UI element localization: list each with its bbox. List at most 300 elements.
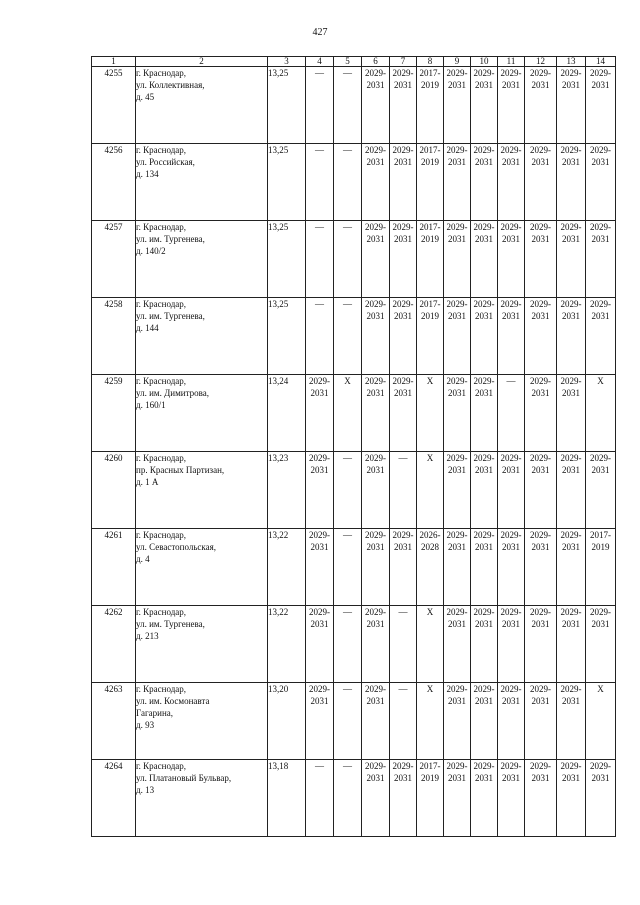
period-end: 2031	[531, 696, 550, 706]
period-end: 2031	[591, 465, 610, 475]
period-end: 2031	[502, 696, 520, 706]
period-cell-col-5: —	[334, 452, 362, 529]
period-cell-col-4	[306, 683, 334, 760]
period-cell-col-4: —	[306, 760, 334, 837]
column-header-13: 13	[557, 57, 586, 67]
period-end: 2031	[531, 80, 550, 90]
period-start: 2029-	[560, 607, 582, 617]
period-start: 2029-	[560, 145, 582, 155]
address-cell	[136, 683, 268, 760]
address-line: г. Краснодар,	[136, 145, 187, 155]
period-cell-col-6	[362, 760, 390, 837]
period-cell-col-8: X	[417, 606, 444, 683]
period-start: 2029-	[392, 530, 414, 540]
period-start: 2029-	[473, 376, 495, 386]
period-end: 2031	[531, 773, 550, 783]
period-end: 2019	[421, 311, 439, 321]
value-cell: 13,22	[268, 529, 306, 606]
period-end: 2031	[448, 157, 466, 167]
period-start: 2029-	[530, 453, 551, 463]
period-end: 2031	[475, 696, 493, 706]
address-line: г. Краснодар,	[136, 530, 187, 540]
period-cell-col-7	[390, 67, 417, 144]
row-number: 4260	[92, 452, 136, 529]
period-start: 2029-	[473, 453, 495, 463]
period-end: 2031	[531, 311, 550, 321]
period-cell-col-6	[362, 529, 390, 606]
period-start: 2029-	[446, 530, 468, 540]
period-cell-col-11	[498, 144, 525, 221]
period-start: 2029-	[590, 299, 611, 309]
period-start: 2029-	[560, 761, 582, 771]
period-start: 2029-	[473, 299, 495, 309]
period-start: 2029-	[473, 68, 495, 78]
period-cell-col-4	[306, 529, 334, 606]
address-line: г. Краснодар,	[136, 376, 187, 386]
row-number: 4263	[92, 683, 136, 760]
period-cell-col-14	[586, 606, 616, 683]
period-start: 2029-	[446, 68, 468, 78]
period-start: 2029-	[473, 530, 495, 540]
period-cell-col-10	[471, 144, 498, 221]
period-end: 2031	[591, 311, 610, 321]
period-end: 2031	[531, 157, 550, 167]
period-end: 2031	[562, 696, 580, 706]
period-cell-col-9	[444, 298, 471, 375]
value-cell: 13,25	[268, 144, 306, 221]
period-cell-col-5: —	[334, 67, 362, 144]
address-line: пр. Красных Партизан,	[136, 465, 225, 475]
period-end: 2031	[310, 388, 329, 398]
period-start: 2029-	[392, 761, 414, 771]
period-start: 2029-	[530, 222, 551, 232]
address-line: ул. им. Космонавта	[136, 696, 210, 706]
period-cell-col-13	[557, 606, 586, 683]
period-end: 2031	[394, 542, 412, 552]
period-end: 2031	[366, 157, 385, 167]
column-header-5: 5	[334, 57, 362, 67]
period-cell-col-5: —	[334, 760, 362, 837]
period-cell-col-12	[525, 67, 557, 144]
period-cell-col-4: —	[306, 298, 334, 375]
period-start: 2029-	[530, 376, 551, 386]
column-header-4: 4	[306, 57, 334, 67]
period-cell-col-10	[471, 452, 498, 529]
period-start: 2029-	[590, 453, 611, 463]
period-end: 2031	[366, 773, 385, 783]
period-start: 2029-	[365, 376, 386, 386]
period-start: 2029-	[392, 145, 414, 155]
period-start: 2017-	[419, 222, 441, 232]
period-end: 2031	[502, 542, 520, 552]
address-line: д. 93	[136, 720, 155, 730]
period-end: 2031	[448, 80, 466, 90]
period-cell-col-12	[525, 375, 557, 452]
period-end: 2031	[366, 388, 385, 398]
period-start: 2029-	[500, 68, 522, 78]
period-start: 2029-	[446, 761, 468, 771]
period-cell-col-9	[444, 529, 471, 606]
period-start: 2029-	[446, 607, 468, 617]
column-header-14: 14	[586, 57, 616, 67]
period-cell-col-9	[444, 452, 471, 529]
column-header-11: 11	[498, 57, 525, 67]
period-cell-col-5: —	[334, 683, 362, 760]
address-line: ул. им. Димитрова,	[136, 388, 209, 398]
address-line: д. 134	[136, 169, 159, 179]
period-cell-col-14	[586, 67, 616, 144]
value-cell: 13,25	[268, 221, 306, 298]
period-cell-col-6	[362, 144, 390, 221]
period-cell-col-9	[444, 760, 471, 837]
row-number: 4261	[92, 529, 136, 606]
value-cell: 13,22	[268, 606, 306, 683]
period-cell-col-5: —	[334, 298, 362, 375]
address-line: д. 1 А	[136, 477, 159, 487]
period-end: 2031	[394, 388, 412, 398]
row-number: 4255	[92, 67, 136, 144]
period-cell-col-4	[306, 452, 334, 529]
address-line: г. Краснодар,	[136, 299, 187, 309]
period-cell-col-9	[444, 683, 471, 760]
table-row	[92, 144, 616, 221]
period-cell-col-13	[557, 144, 586, 221]
period-cell-col-14	[586, 760, 616, 837]
period-end: 2031	[366, 234, 385, 244]
period-end: 2031	[591, 80, 610, 90]
period-start: 2029-	[500, 684, 522, 694]
period-start: 2029-	[365, 607, 386, 617]
period-cell-col-5: —	[334, 529, 362, 606]
address-line: ул. им. Тургенева,	[136, 234, 205, 244]
period-cell-col-5: —	[334, 221, 362, 298]
period-cell-col-10	[471, 606, 498, 683]
table-row	[92, 298, 616, 375]
period-end: 2031	[502, 80, 520, 90]
period-end: 2031	[591, 157, 610, 167]
period-cell-col-7: —	[390, 452, 417, 529]
address-line: г. Краснодар,	[136, 453, 187, 463]
period-end: 2031	[591, 773, 610, 783]
period-start: 2029-	[530, 299, 551, 309]
period-start: 2029-	[530, 607, 551, 617]
period-cell-col-8	[417, 298, 444, 375]
period-cell-col-4	[306, 606, 334, 683]
period-cell-col-9	[444, 375, 471, 452]
row-number: 4258	[92, 298, 136, 375]
period-start: 2029-	[365, 453, 386, 463]
address-line: д. 140/2	[136, 246, 166, 256]
period-cell-col-12	[525, 529, 557, 606]
period-end: 2031	[475, 157, 493, 167]
period-cell-col-10	[471, 221, 498, 298]
address-line: д. 4	[136, 554, 150, 564]
period-cell-col-9	[444, 67, 471, 144]
address-line: ул. им. Тургенева,	[136, 619, 205, 629]
period-cell-col-9	[444, 221, 471, 298]
period-start: 2029-	[560, 299, 582, 309]
period-start: 2029-	[365, 684, 386, 694]
period-end: 2019	[421, 234, 439, 244]
period-end: 2031	[448, 311, 466, 321]
period-start: 2029-	[500, 530, 522, 540]
period-end: 2031	[394, 311, 412, 321]
period-end: 2031	[448, 542, 466, 552]
period-start: 2017-	[419, 761, 441, 771]
address-line: Гагарина,	[136, 708, 174, 718]
period-end: 2031	[310, 465, 329, 475]
address-line: г. Краснодар,	[136, 607, 187, 617]
column-header-2: 2	[136, 57, 268, 67]
period-end: 2028	[421, 542, 439, 552]
value-cell: 13,25	[268, 67, 306, 144]
period-start: 2029-	[560, 222, 582, 232]
row-number: 4264	[92, 760, 136, 837]
period-end: 2031	[562, 465, 580, 475]
period-cell-col-11	[498, 221, 525, 298]
period-end: 2019	[591, 542, 610, 552]
address-cell	[136, 760, 268, 837]
period-start: 2029-	[590, 145, 611, 155]
period-cell-col-11: —	[498, 375, 525, 452]
period-end: 2031	[531, 619, 550, 629]
address-line: д. 160/1	[136, 400, 166, 410]
period-end: 2031	[562, 388, 580, 398]
period-end: 2031	[394, 773, 412, 783]
period-start: 2029-	[530, 145, 551, 155]
period-end: 2031	[562, 311, 580, 321]
period-cell-col-13	[557, 452, 586, 529]
period-cell-col-4: —	[306, 144, 334, 221]
period-end: 2031	[366, 542, 385, 552]
period-cell-col-12	[525, 298, 557, 375]
period-cell-col-13	[557, 760, 586, 837]
period-end: 2031	[366, 311, 385, 321]
table-row	[92, 452, 616, 529]
period-cell-col-12	[525, 221, 557, 298]
row-number: 4257	[92, 221, 136, 298]
period-cell-col-11	[498, 760, 525, 837]
period-end: 2031	[448, 465, 466, 475]
period-end: 2031	[366, 619, 385, 629]
period-start: 2029-	[590, 68, 611, 78]
period-end: 2031	[531, 388, 550, 398]
period-start: 2029-	[500, 145, 522, 155]
period-start: 2029-	[560, 68, 582, 78]
period-cell-col-5: X	[334, 375, 362, 452]
period-cell-col-10	[471, 298, 498, 375]
period-cell-col-12	[525, 452, 557, 529]
period-cell-col-14	[586, 221, 616, 298]
period-start: 2029-	[309, 453, 330, 463]
address-cell	[136, 221, 268, 298]
period-cell-col-10	[471, 375, 498, 452]
period-start: 2029-	[590, 761, 611, 771]
period-cell-col-14: X	[586, 375, 616, 452]
period-cell-col-10	[471, 760, 498, 837]
value-cell: 13,24	[268, 375, 306, 452]
period-cell-col-7	[390, 760, 417, 837]
period-cell-col-9	[444, 144, 471, 221]
address-line: ул. Российская,	[136, 157, 195, 167]
period-cell-col-8: X	[417, 683, 444, 760]
period-cell-col-7	[390, 221, 417, 298]
period-cell-col-13	[557, 67, 586, 144]
period-end: 2031	[310, 542, 329, 552]
period-cell-col-13	[557, 683, 586, 760]
address-line: г. Краснодар,	[136, 761, 187, 771]
period-start: 2029-	[392, 299, 414, 309]
period-end: 2031	[562, 619, 580, 629]
period-end: 2031	[531, 465, 550, 475]
address-cell	[136, 67, 268, 144]
period-end: 2031	[502, 311, 520, 321]
value-cell: 13,18	[268, 760, 306, 837]
period-end: 2019	[421, 773, 439, 783]
address-line: г. Краснодар,	[136, 68, 187, 78]
period-cell-col-5: —	[334, 606, 362, 683]
period-start: 2029-	[500, 222, 522, 232]
period-cell-col-8: X	[417, 452, 444, 529]
period-start: 2029-	[446, 684, 468, 694]
period-start: 2029-	[446, 376, 468, 386]
period-cell-col-11	[498, 529, 525, 606]
period-start: 2029-	[530, 684, 551, 694]
period-end: 2019	[421, 80, 439, 90]
period-cell-col-7	[390, 529, 417, 606]
period-end: 2031	[366, 465, 385, 475]
period-end: 2031	[475, 388, 493, 398]
period-cell-col-6	[362, 606, 390, 683]
period-cell-col-12	[525, 683, 557, 760]
period-cell-col-4: —	[306, 67, 334, 144]
period-start: 2029-	[530, 530, 551, 540]
period-end: 2031	[591, 234, 610, 244]
period-start: 2029-	[590, 222, 611, 232]
period-start: 2026-	[419, 530, 441, 540]
address-cell	[136, 452, 268, 529]
table-row	[92, 221, 616, 298]
period-end: 2031	[310, 696, 329, 706]
period-start: 2017-	[419, 68, 441, 78]
period-cell-col-4	[306, 375, 334, 452]
period-cell-col-13	[557, 529, 586, 606]
value-cell: 13,25	[268, 298, 306, 375]
period-end: 2031	[475, 234, 493, 244]
period-start: 2029-	[392, 68, 414, 78]
address-line: г. Краснодар,	[136, 222, 187, 232]
period-start: 2029-	[500, 299, 522, 309]
table-row	[92, 67, 616, 144]
period-cell-col-11	[498, 298, 525, 375]
period-start: 2017-	[590, 530, 611, 540]
period-start: 2029-	[560, 453, 582, 463]
column-header-10: 10	[471, 57, 498, 67]
value-cell: 13,20	[268, 683, 306, 760]
period-start: 2029-	[590, 607, 611, 617]
period-cell-col-8	[417, 529, 444, 606]
period-end: 2031	[562, 773, 580, 783]
period-cell-col-10	[471, 529, 498, 606]
address-line: ул. Платановый Бульвар,	[136, 773, 232, 783]
period-cell-col-6	[362, 298, 390, 375]
address-line: д. 144	[136, 323, 159, 333]
period-end: 2031	[475, 311, 493, 321]
period-cell-col-8	[417, 760, 444, 837]
period-start: 2029-	[365, 530, 386, 540]
period-end: 2031	[502, 234, 520, 244]
period-cell-col-12	[525, 606, 557, 683]
period-start: 2029-	[473, 607, 495, 617]
period-cell-col-14	[586, 144, 616, 221]
table-row	[92, 760, 616, 837]
address-cell	[136, 529, 268, 606]
period-start: 2029-	[309, 684, 330, 694]
period-end: 2031	[562, 157, 580, 167]
period-end: 2031	[366, 696, 385, 706]
period-cell-col-9	[444, 606, 471, 683]
period-start: 2029-	[473, 222, 495, 232]
period-cell-col-8	[417, 221, 444, 298]
period-cell-col-7	[390, 144, 417, 221]
column-header-row	[92, 57, 616, 67]
period-start: 2029-	[530, 68, 551, 78]
period-cell-col-13	[557, 298, 586, 375]
address-line: ул. Севастопольская,	[136, 542, 217, 552]
period-cell-col-5: —	[334, 144, 362, 221]
period-cell-col-14	[586, 298, 616, 375]
housing-register-table	[91, 56, 616, 837]
table-row	[92, 683, 616, 760]
period-end: 2019	[421, 157, 439, 167]
period-start: 2029-	[309, 376, 330, 386]
period-cell-col-4: —	[306, 221, 334, 298]
period-cell-col-12	[525, 760, 557, 837]
column-header-6: 6	[362, 57, 390, 67]
table-row	[92, 606, 616, 683]
period-end: 2031	[562, 234, 580, 244]
column-header-7: 7	[390, 57, 417, 67]
period-start: 2029-	[446, 222, 468, 232]
period-end: 2031	[531, 234, 550, 244]
period-start: 2029-	[560, 530, 582, 540]
period-end: 2031	[475, 773, 493, 783]
period-end: 2031	[502, 619, 520, 629]
period-start: 2029-	[309, 530, 330, 540]
address-line: ул. Коллективная,	[136, 80, 205, 90]
period-end: 2031	[448, 388, 466, 398]
period-cell-col-10	[471, 67, 498, 144]
period-end: 2031	[448, 234, 466, 244]
period-start: 2029-	[309, 607, 330, 617]
page-number: 427	[312, 27, 328, 38]
period-end: 2031	[562, 80, 580, 90]
period-end: 2031	[502, 773, 520, 783]
period-cell-col-14	[586, 452, 616, 529]
period-end: 2031	[475, 619, 493, 629]
column-header-12: 12	[525, 57, 557, 67]
column-header-8: 8	[417, 57, 444, 67]
period-cell-col-11	[498, 67, 525, 144]
period-cell-col-10	[471, 683, 498, 760]
table-row	[92, 529, 616, 606]
period-start: 2029-	[365, 68, 386, 78]
period-end: 2031	[475, 465, 493, 475]
period-start: 2029-	[446, 453, 468, 463]
row-number: 4262	[92, 606, 136, 683]
column-header-3: 3	[268, 57, 306, 67]
table-row	[92, 375, 616, 452]
